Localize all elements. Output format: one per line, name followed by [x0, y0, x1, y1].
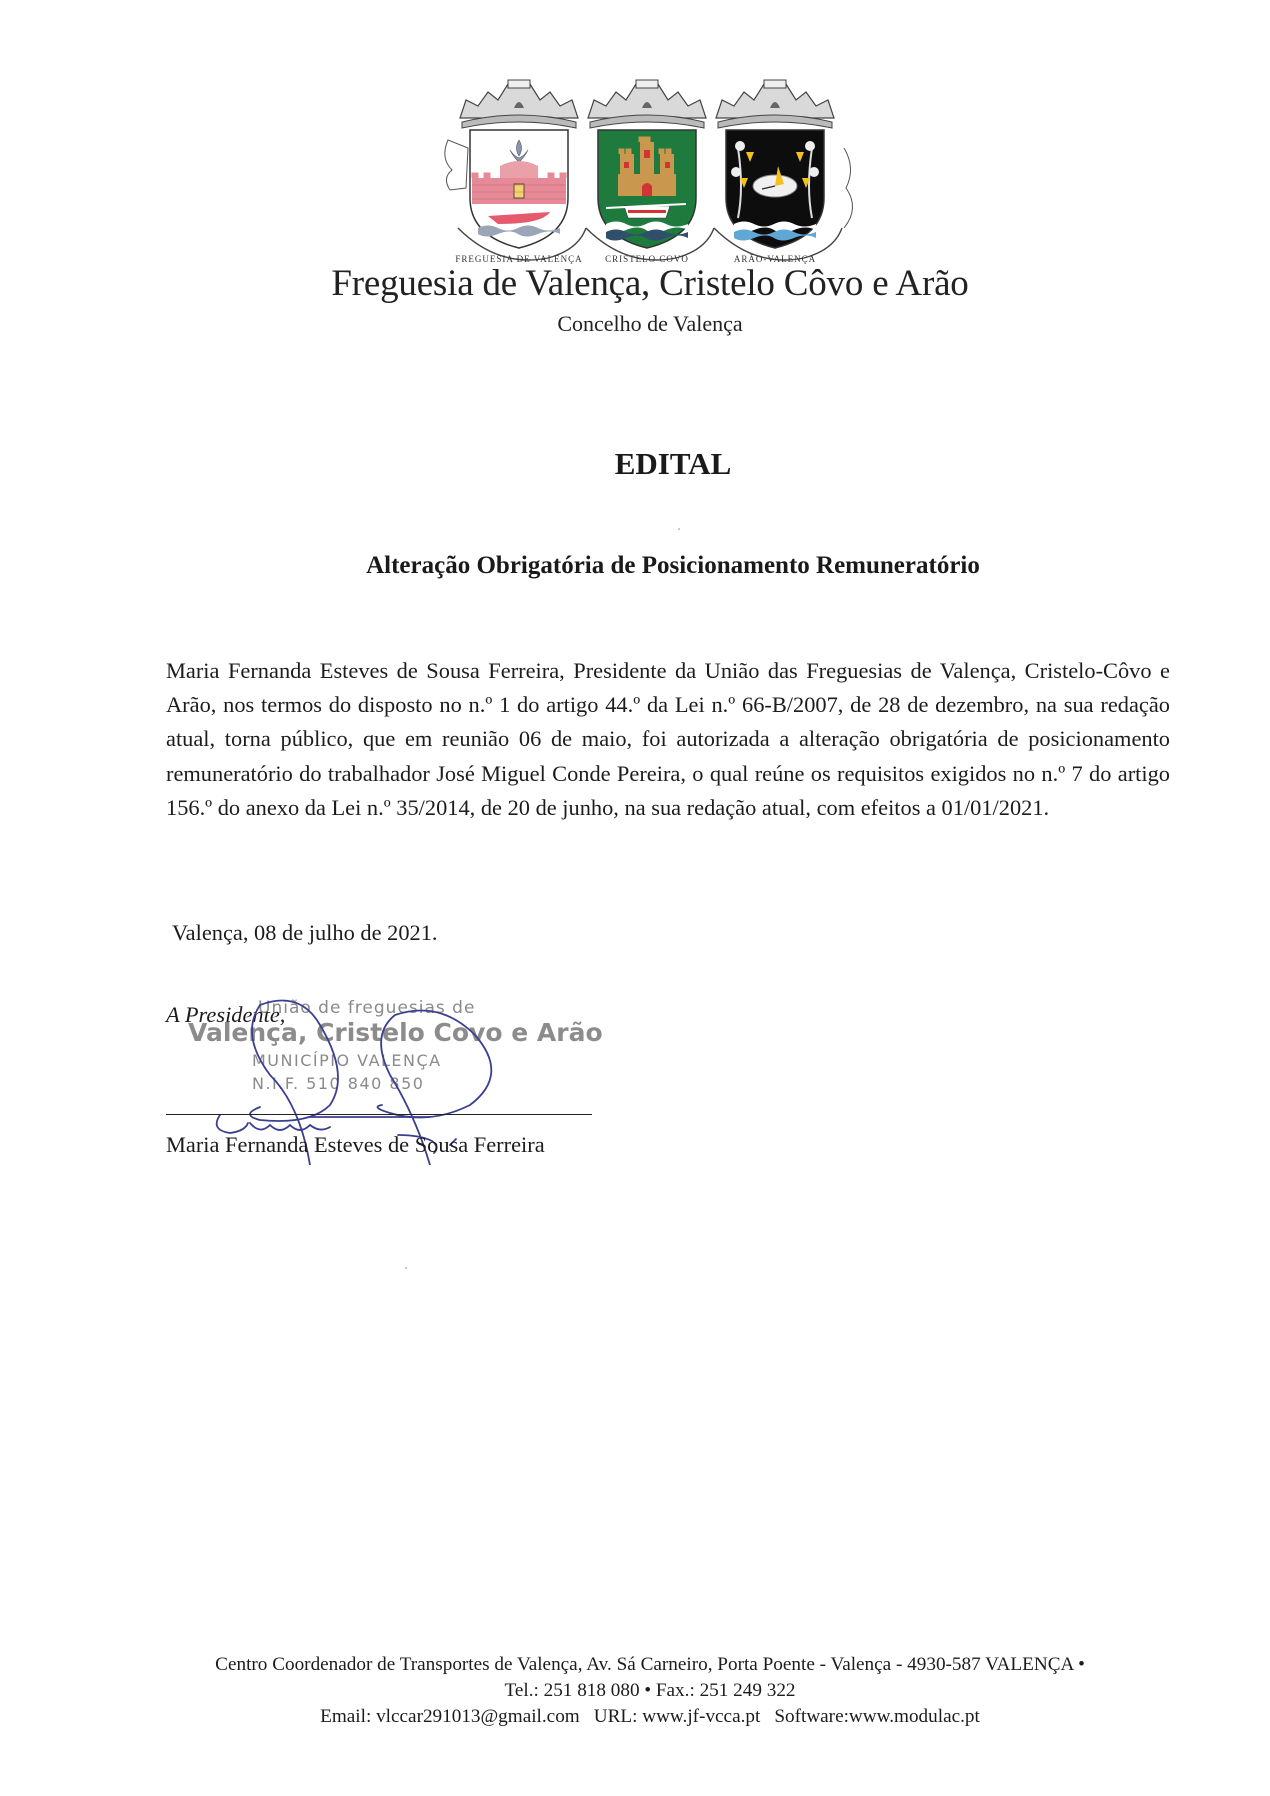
crest-ribbon-text: ARÃO-VALENÇA	[733, 254, 817, 264]
document-body: Maria Fernanda Esteves de Sousa Ferreira, Presidente da União das Freguesias de Valença, Cristelo-Côvo e Arão, nos termos do disposto no n.º 1 do artigo 44.º da Lei n.º 66-B/2007, de 28 de dezembro, na sua redação atual, torna público, que em reunião 06 de maio, foi autorizada a alteração obrigatória de posicionamento remuneratório do trabalhador José Miguel Conde Pereira, o qual reúne os requisitos exigidos no n.º 7 do artigo 156.º do anexo da Lei n.º 35/2014, de 20 de junho, na sua redação atual, com efeitos a 01/01/2021.	[166, 658, 1170, 820]
scan-speck	[405, 1267, 407, 1269]
footer-contacts	[0, 1704, 1270, 1730]
crest-ribbon-text: FREGUESIA DE VALENÇA	[455, 254, 583, 264]
crest-cristelo-covo	[586, 80, 714, 264]
footer-address: Centro Coordenador de Transportes de Valença, Av. Sá Carneiro, Porta Poente - Valença - 4930-587 VALENÇA •	[215, 1654, 1085, 1675]
coats-of-arms-logo	[438, 78, 868, 268]
footer-software: Software:www.modulac.pt	[774, 1706, 980, 1727]
crest-ribbon-text: CRISTELO COVO	[605, 254, 689, 264]
document-heading: EDITAL	[614, 446, 732, 481]
crest-valenca	[445, 80, 586, 264]
document-date: Valença, 08 de julho de 2021.	[172, 920, 438, 945]
signatory-role: A Presidente,	[166, 1002, 286, 1027]
crest-arao-valenca	[714, 80, 853, 264]
signatory-name: Maria Fernanda Esteves de Sousa Ferreira	[166, 1132, 545, 1157]
stamp-line: Valença, Cristelo Covo e Arão	[188, 1018, 603, 1047]
stamp-line: MUNICÍPIO VALENÇA	[252, 1051, 442, 1070]
document-subject: Alteração Obrigatória de Posicionamento Remuneratório	[366, 552, 980, 579]
signature-line	[166, 1114, 592, 1115]
scan-speck	[678, 528, 680, 530]
stamp-line: N.I.F. 510 840 850	[252, 1074, 425, 1093]
organization-subtitle: Concelho de Valença	[557, 311, 743, 336]
footer-url: URL: www.jf-vcca.pt	[593, 1706, 761, 1727]
footer-phones: Tel.: 251 818 080 • Fax.: 251 249 322	[504, 1680, 796, 1701]
stamp-line: União de freguesias de	[258, 998, 476, 1018]
page-footer	[0, 1652, 1270, 1730]
organization-title: Freguesia de Valença, Cristelo Côvo e Arão	[331, 263, 969, 304]
footer-email: Email: vlccar291013@gmail.com	[320, 1706, 580, 1727]
